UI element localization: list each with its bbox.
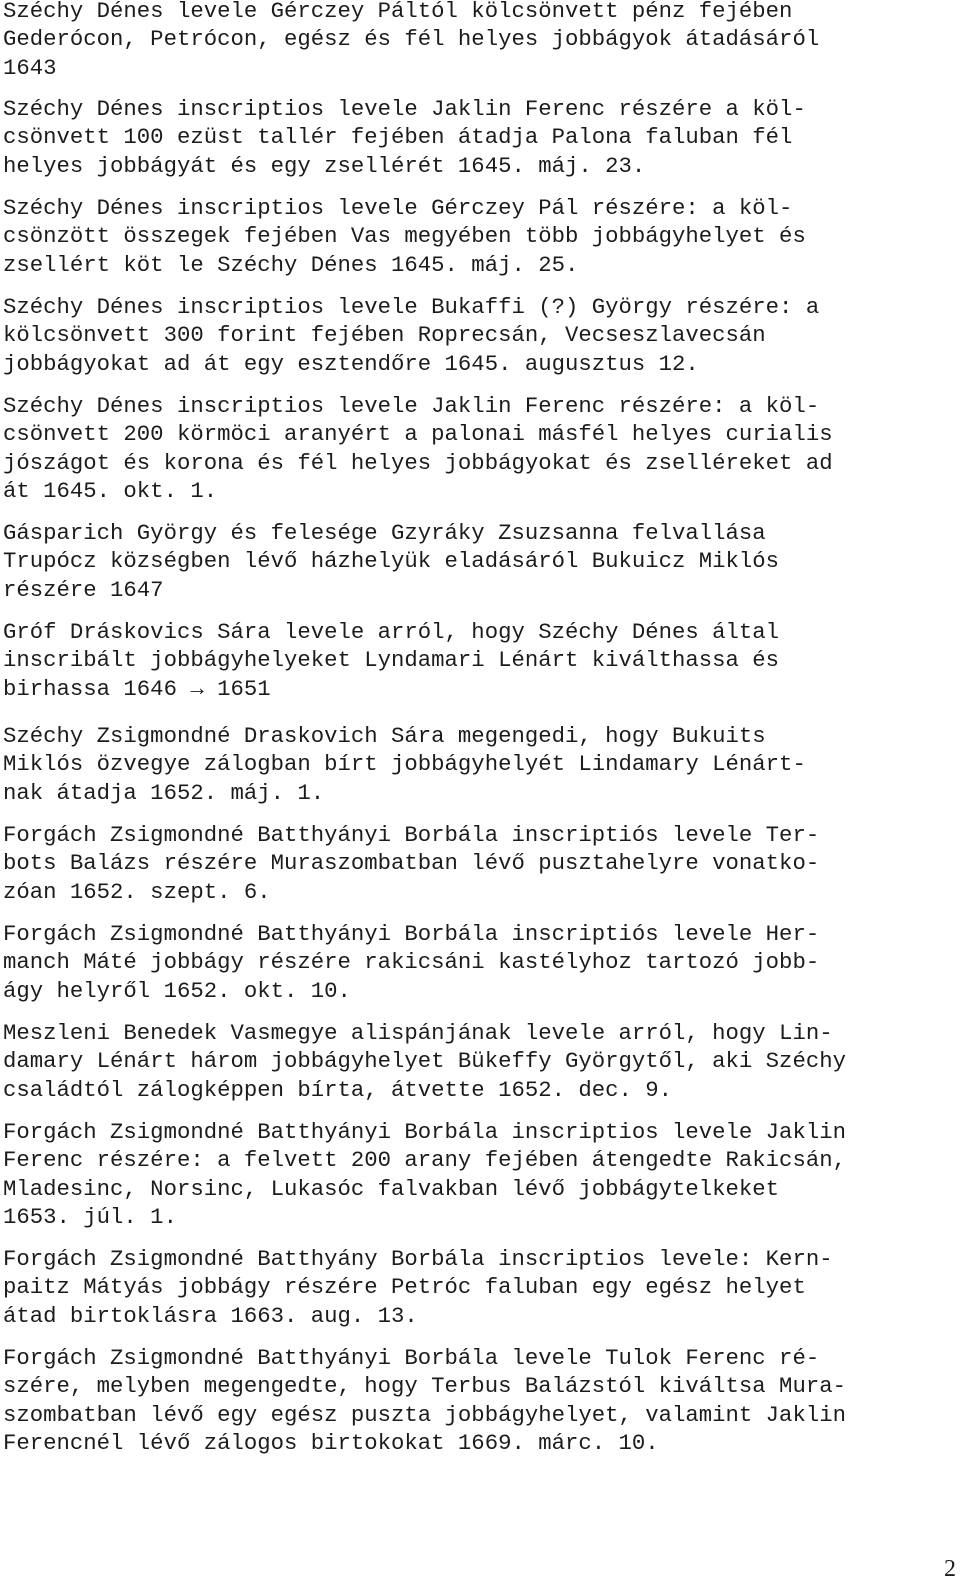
entry-7: Gróf Dráskovics Sára levele arról, hogy Széchy Dénes által inscribált jobbágyhelyeket Lyndamari Lénárt kiválthassa és birhassa 1646 → 1651: [3, 619, 780, 702]
entry-1: Széchy Dénes levele Gérczey Páltól kölcsönvett pénz fejében Gederócon, Petrócon, egész és fél helyes jobbágyok átadásáról 1643: [3, 0, 820, 81]
entry-11: Meszleni Benedek Vasmegye alispánjának levele arról, hogy Lin- damary Lénárt három jobbágyhelyet Bükeffy Györgytől, aki Széchy családtól zálogképpen bírta, átvette 1652. dec. 9.: [3, 1020, 846, 1103]
entry-2: Széchy Dénes inscriptios levele Jaklin Ferenc részére a köl- csönvett 100 ezüst tallér fejében átadja Palona faluban fél helyes jobbágyát és egy zsellérét 1645. máj. 23.: [3, 96, 806, 179]
page-number: 2: [944, 1556, 956, 1582]
entry-10: Forgách Zsigmondné Batthyányi Borbála inscriptiós levele Her- manch Máté jobbágy részére rakicsáni kastélyhoz tartozó jobb- ágy helyről 1652. okt. 10.: [3, 921, 820, 1004]
entry-12: Forgách Zsigmondné Batthyányi Borbála inscriptios levele Jaklin Ferenc részére: a felvett 200 arany fejében átengedte Rakicsán, Mladesinc, Norsinc, Lukasóc falvakban lévő jobbágytelkeket 1653. júl. 1.: [3, 1119, 846, 1231]
entry-4: Széchy Dénes inscriptios levele Bukaffi (?) György részére: a kölcsönvett 300 forint fejében Roprecsán, Vecseszlavecsán jobbágyokat ad át egy esztendőre 1645. augusztus 12.: [3, 294, 820, 377]
entry-8: Széchy Zsigmondné Draskovich Sára megengedi, hogy Bukuits Miklós özvegye zálogban bírt jobbágyhelyét Lindamary Lénárt- nak átadja 1652. máj. 1.: [3, 723, 806, 806]
entry-5: Széchy Dénes inscriptios levele Jaklin Ferenc részére: a köl- csönvett 200 körmöci aranyért a palonai másfél helyes curialis jószágot és korona és fél helyes jobbágyokat és zselléreket ad át 1645. okt. 1.: [3, 393, 833, 505]
entry-6: Gásparich György és felesége Gzyráky Zsuzsanna felvallása Trupócz községben lévő házhelyük eladásáról Bukuicz Miklós részére 1647: [3, 520, 780, 603]
entry-14: Forgách Zsigmondné Batthyányi Borbála levele Tulok Ferenc ré- szére, melyben megengedte, hogy Terbus Balázstól kiváltsa Mura- szombatban lévő egy egész puszta jobbágyhelyet, valamint Jaklin Ferencnél lévő zálogos birtokokat 1669. márc. 10.: [3, 1345, 846, 1457]
entry-9: Forgách Zsigmondné Batthyányi Borbála inscriptiós levele Ter- bots Balázs részére Muraszombatban lévő pusztahelyre vonatko- zóan 1652. szept. 6.: [3, 822, 820, 905]
entry-3: Széchy Dénes inscriptios levele Gérczey Pál részére: a köl- csönzött összegek fejében Vas megyében több jobbágyhelyet és zsellért köt le Széchy Dénes 1645. máj. 25.: [3, 195, 806, 278]
entry-13: Forgách Zsigmondné Batthyány Borbála inscriptios levele: Kern- paitz Mátyás jobbágy részére Petróc faluban egy egész helyet átad birtoklásra 1663. aug. 13.: [3, 1246, 833, 1329]
